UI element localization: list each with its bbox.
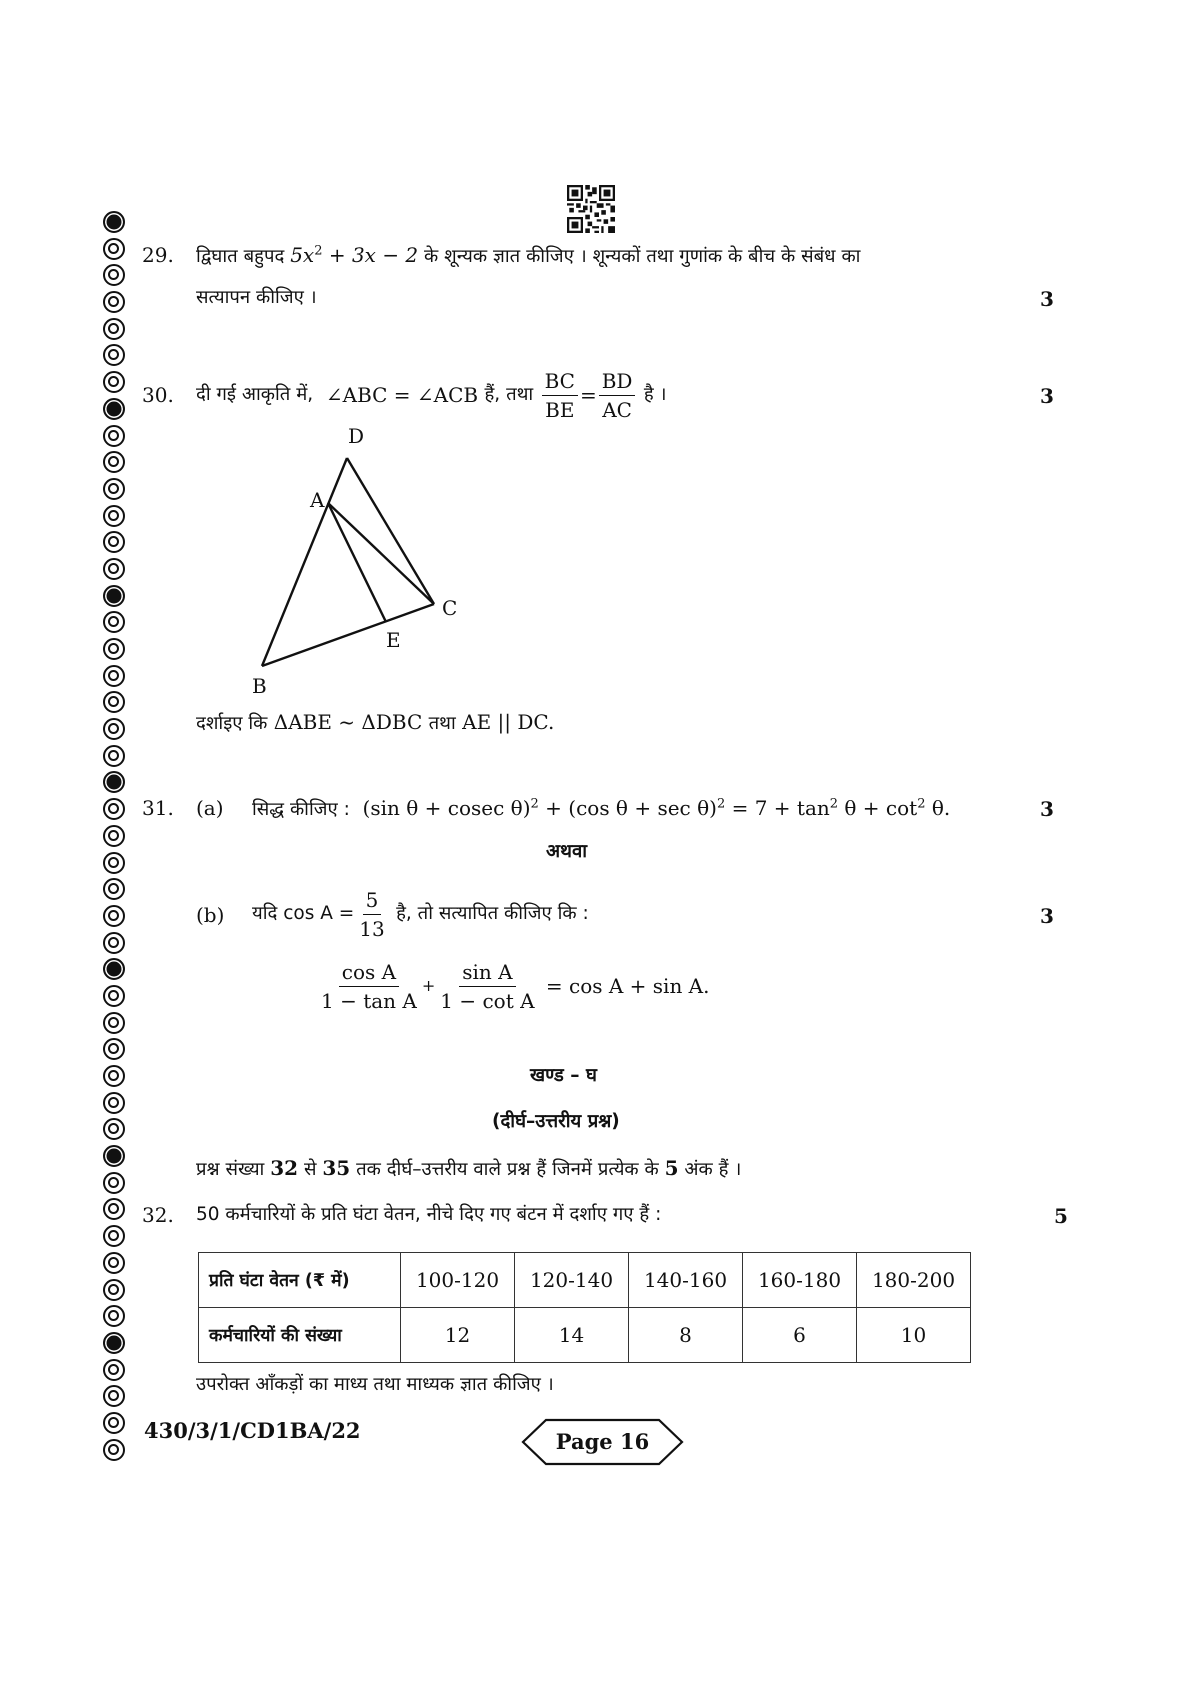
q30-intro: दी गई आकृति में,: [196, 384, 314, 405]
vertex-label-d: D: [348, 424, 365, 448]
q30-fraction-bc-be: $\frac{BC}{BE}$: [542, 367, 578, 424]
concentric-circle-icon: [103, 1038, 125, 1060]
concentric-circle-icon: [103, 318, 125, 340]
q31b-fraction-sin: $\frac{\text{sin A}}{\text{1 − cot A}}$: [440, 959, 535, 1013]
concentric-circle-icon: [103, 238, 125, 260]
concentric-circle-icon: [103, 1012, 125, 1034]
concentric-circle-icon: [103, 825, 125, 847]
q29-suffix: के शून्यक ज्ञात कीजिए । शून्यकों तथा गुणांक के बीच के संबंध का: [418, 246, 861, 267]
q29-poly-exp: 2: [314, 243, 323, 259]
frequency-table: [198, 1252, 971, 1363]
concentric-circle-icon: [103, 1279, 125, 1301]
table-class: 160-180: [743, 1253, 857, 1308]
concentric-circle-icon: [103, 425, 125, 447]
concentric-circle-icon: [103, 1305, 125, 1327]
or-separator: अथवा: [546, 841, 588, 862]
table-class: 140-160: [629, 1253, 743, 1308]
concentric-circle-icon: [103, 1412, 125, 1434]
concentric-circle-icon: [103, 558, 125, 580]
question-30-number: 30.: [142, 383, 174, 407]
qr-code-icon: [567, 185, 615, 233]
vertex-label-e: E: [386, 628, 401, 652]
q30-parallel: AE || DC.: [462, 710, 555, 734]
q31b-fraction-cos: $\frac{\text{cos A}}{\text{1 − tan A}}$: [321, 959, 417, 1013]
q30-task-prefix: दर्शाइए कि: [196, 713, 268, 734]
q31a-prefix: सिद्ध कीजिए :: [252, 799, 350, 820]
table-frequency: 6: [743, 1308, 857, 1363]
table-row-wages: [199, 1253, 971, 1308]
section-title: खण्ड – घ: [530, 1065, 597, 1086]
table-frequency: 14: [515, 1308, 629, 1363]
question-32-marks: 5: [1054, 1204, 1068, 1228]
q30-equals: =: [579, 383, 597, 407]
concentric-circle-icon: [103, 451, 125, 473]
section-subtitle: (दीर्घ–उत्तरीय प्रश्न): [492, 1111, 620, 1132]
filled-circle-icon: [103, 211, 125, 233]
table-row-employees: [199, 1308, 971, 1363]
q30-end: है ।: [643, 384, 667, 405]
q31b-fraction-5-13: $\frac{5}{13}$: [359, 887, 385, 941]
concentric-circle-icon: [103, 611, 125, 633]
concentric-circle-icon: [103, 878, 125, 900]
question-30-statement: [196, 366, 667, 424]
question-31b-label: (b): [196, 903, 225, 927]
concentric-circle-icon: [103, 665, 125, 687]
table-header-employees: कर्मचारियों की संख्या: [199, 1308, 401, 1363]
concentric-circle-icon: [103, 291, 125, 313]
vertex-label-b: B: [252, 674, 267, 698]
question-31b-statement: [252, 883, 589, 945]
question-29-line1: [196, 243, 860, 269]
question-31a-statement: सिद्ध कीजिए : (sin θ + cosec θ)$^2$ + (cos $\theta + \sec \theta)^2 = 7 + \tan^2 \theta + \cot^2 \theta$.: [252, 796, 951, 820]
q31b-plus: +: [421, 976, 436, 995]
triangle-figure: [220, 424, 470, 698]
concentric-circle-icon: [103, 1439, 125, 1461]
table-class: 180-200: [857, 1253, 971, 1308]
table-header-wages: प्रति घंटा वेतन (₹ में): [199, 1253, 401, 1308]
margin-circle-strip: [103, 211, 131, 1465]
q30-angle-equality: ∠ABC = ∠ACB: [325, 383, 479, 407]
q30-task-mid: तथा: [428, 713, 456, 734]
table-class: 100-120: [401, 1253, 515, 1308]
concentric-circle-icon: [103, 985, 125, 1007]
q31b-rhs: = cos A + sin A.: [545, 974, 710, 998]
concentric-circle-icon: [103, 798, 125, 820]
concentric-circle-icon: [103, 1252, 125, 1274]
concentric-circle-icon: [103, 1092, 125, 1114]
q30-fraction-bd-ac: $\frac{BD}{AC}$: [599, 367, 636, 424]
page-number-badge: [520, 1418, 685, 1466]
concentric-circle-icon: [103, 1359, 125, 1381]
question-31a-label: (a): [196, 796, 224, 820]
concentric-circle-icon: [103, 691, 125, 713]
section-instruction: प्रश्न संख्या 32 से 35 तक दीर्घ–उत्तरीय वाले प्रश्न हैं जिनमें प्रत्येक के 5 अंक हैं ।: [196, 1156, 742, 1180]
question-29-line2: सत्यापन कीजिए ।: [196, 287, 317, 308]
concentric-circle-icon: [103, 1385, 125, 1407]
q29-poly-rest: + 3x − 2: [322, 243, 419, 267]
question-30-marks: 3: [1040, 384, 1054, 408]
filled-circle-icon: [103, 771, 125, 793]
concentric-circle-icon: [103, 264, 125, 286]
q31b-prefix: यदि cos A =: [252, 903, 355, 924]
filled-circle-icon: [103, 1332, 125, 1354]
filled-circle-icon: [103, 958, 125, 980]
question-31a-marks: 3: [1040, 797, 1054, 821]
concentric-circle-icon: [103, 1198, 125, 1220]
q29-prefix: द्विघात बहुपद: [196, 246, 291, 267]
concentric-circle-icon: [103, 852, 125, 874]
filled-circle-icon: [103, 1145, 125, 1167]
concentric-circle-icon: [103, 1065, 125, 1087]
filled-circle-icon: [103, 398, 125, 420]
concentric-circle-icon: [103, 638, 125, 660]
concentric-circle-icon: [103, 1225, 125, 1247]
page-number: Page 16: [555, 1429, 650, 1454]
concentric-circle-icon: [103, 1118, 125, 1140]
concentric-circle-icon: [103, 371, 125, 393]
vertex-label-a: A: [310, 488, 325, 512]
q30-similarity: ΔABE ~ ΔDBC: [273, 710, 423, 734]
concentric-circle-icon: [103, 718, 125, 740]
concentric-circle-icon: [103, 505, 125, 527]
question-31b-identity: [316, 954, 709, 1018]
question-31b-marks: 3: [1040, 904, 1054, 928]
concentric-circle-icon: [103, 1172, 125, 1194]
vertex-label-c: C: [442, 596, 458, 620]
paper-code: 430/3/1/CD1BA/22: [144, 1418, 361, 1443]
question-29-number: 29.: [142, 243, 174, 267]
table-frequency: 8: [629, 1308, 743, 1363]
question-30-task: [196, 710, 554, 736]
q29-poly-term: 5x: [290, 243, 315, 267]
filled-circle-icon: [103, 585, 125, 607]
concentric-circle-icon: [103, 531, 125, 553]
question-29-marks: 3: [1040, 287, 1054, 311]
question-32-task: उपरोक्त आँकड़ों का माध्य तथा माध्यक ज्ञात कीजिए ।: [196, 1374, 554, 1395]
table-frequency: 10: [857, 1308, 971, 1363]
table-frequency: 12: [401, 1308, 515, 1363]
q30-mid: हैं, तथा: [484, 384, 534, 405]
question-32-text: 50 कर्मचारियों के प्रति घंटा वेतन, नीचे दिए गए बंटन में दर्शाए गए हैं :: [196, 1204, 662, 1225]
question-32-number: 32.: [142, 1203, 174, 1227]
concentric-circle-icon: [103, 478, 125, 500]
concentric-circle-icon: [103, 745, 125, 767]
question-31-number: 31.: [142, 796, 174, 820]
table-class: 120-140: [515, 1253, 629, 1308]
concentric-circle-icon: [103, 344, 125, 366]
concentric-circle-icon: [103, 932, 125, 954]
concentric-circle-icon: [103, 905, 125, 927]
q31b-suffix: है, तो सत्यापित कीजिए कि :: [396, 903, 589, 924]
